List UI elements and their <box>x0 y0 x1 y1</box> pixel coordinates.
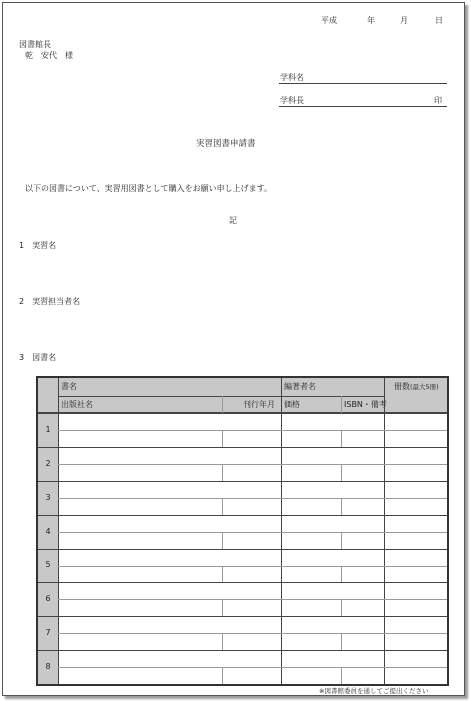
row-separator <box>38 481 447 482</box>
header-pubdate: 刊行年月 <box>243 400 275 409</box>
header-publisher: 出版社名 <box>61 400 93 409</box>
row-pubdate-line <box>222 566 223 583</box>
row-mid-line <box>58 633 447 634</box>
row-mid-line <box>58 430 447 431</box>
row-pubdate-line <box>222 464 223 481</box>
row-isbn-line <box>341 599 342 616</box>
head-underline <box>279 106 447 107</box>
intro-text: 以下の図書について、実習用図書として購入をお願い申し上げます。 <box>25 184 273 193</box>
row-number: 2 <box>45 458 51 468</box>
section-instructor-name: 2 実習担当者名 <box>19 297 81 306</box>
row-number: 3 <box>45 492 51 502</box>
application-form-page <box>2 2 465 696</box>
row-isbn-line <box>341 532 342 549</box>
row-isbn-line <box>341 430 342 447</box>
row-mid-line <box>58 464 447 465</box>
header-mid-line <box>58 396 384 397</box>
row-number: 4 <box>45 526 51 536</box>
header-copies: 冊数(最大5冊) <box>394 382 439 391</box>
row-number: 8 <box>45 662 51 672</box>
head-label: 学科長 <box>280 96 304 105</box>
row-mid-line <box>58 667 447 668</box>
isbn-header-line <box>341 396 342 413</box>
ki-mark: 記 <box>229 216 237 225</box>
header-copies-note: (最大5冊) <box>410 383 439 391</box>
date-day-unit: 日 <box>435 16 443 25</box>
row-pubdate-line <box>222 532 223 549</box>
row-isbn-line <box>341 667 342 684</box>
addressee-line2: 乾 安代 様 <box>25 51 73 60</box>
row-mid-line <box>58 566 447 567</box>
row-number: 5 <box>45 560 51 570</box>
row-pubdate-line <box>222 498 223 515</box>
section-book-name: 3 図書名 <box>19 353 57 362</box>
row-separator <box>38 582 447 583</box>
footnote: ※図書館委員を通してご提出ください <box>319 687 429 695</box>
header-price: 価格 <box>284 400 300 409</box>
date-month-unit: 月 <box>400 16 408 25</box>
date-era: 平成 <box>321 16 337 25</box>
book-table <box>36 376 449 686</box>
row-separator <box>38 515 447 516</box>
header-bottom-line <box>38 412 447 414</box>
date-year-unit: 年 <box>367 16 375 25</box>
row-number: 1 <box>45 424 51 434</box>
row-pubdate-line <box>222 633 223 650</box>
form-title: 実習図書申請書 <box>196 139 256 149</box>
row-mid-line <box>58 532 447 533</box>
row-separator <box>38 447 447 448</box>
header-author: 編著者名 <box>284 382 316 391</box>
row-pubdate-line <box>222 667 223 684</box>
row-pubdate-line <box>222 430 223 447</box>
pubdate-header-line <box>222 396 223 413</box>
section-practicum-name: 1 実習名 <box>19 241 57 250</box>
header-title: 書名 <box>61 382 77 391</box>
row-separator <box>38 549 447 550</box>
row-mid-line <box>58 599 447 600</box>
row-number: 7 <box>45 628 51 638</box>
row-mid-line <box>58 498 447 499</box>
row-isbn-line <box>341 566 342 583</box>
row-isbn-line <box>341 464 342 481</box>
dept-underline <box>279 83 447 84</box>
dept-label: 学科名 <box>280 73 304 82</box>
row-separator <box>38 616 447 617</box>
row-pubdate-line <box>222 599 223 616</box>
addressee-line1: 図書館長 <box>19 40 51 49</box>
seal-label: 印 <box>434 96 442 105</box>
header-isbn: ISBN・備考 <box>344 400 387 409</box>
row-isbn-line <box>341 633 342 650</box>
row-isbn-line <box>341 498 342 515</box>
row-number: 6 <box>45 594 51 604</box>
row-separator <box>38 650 447 651</box>
